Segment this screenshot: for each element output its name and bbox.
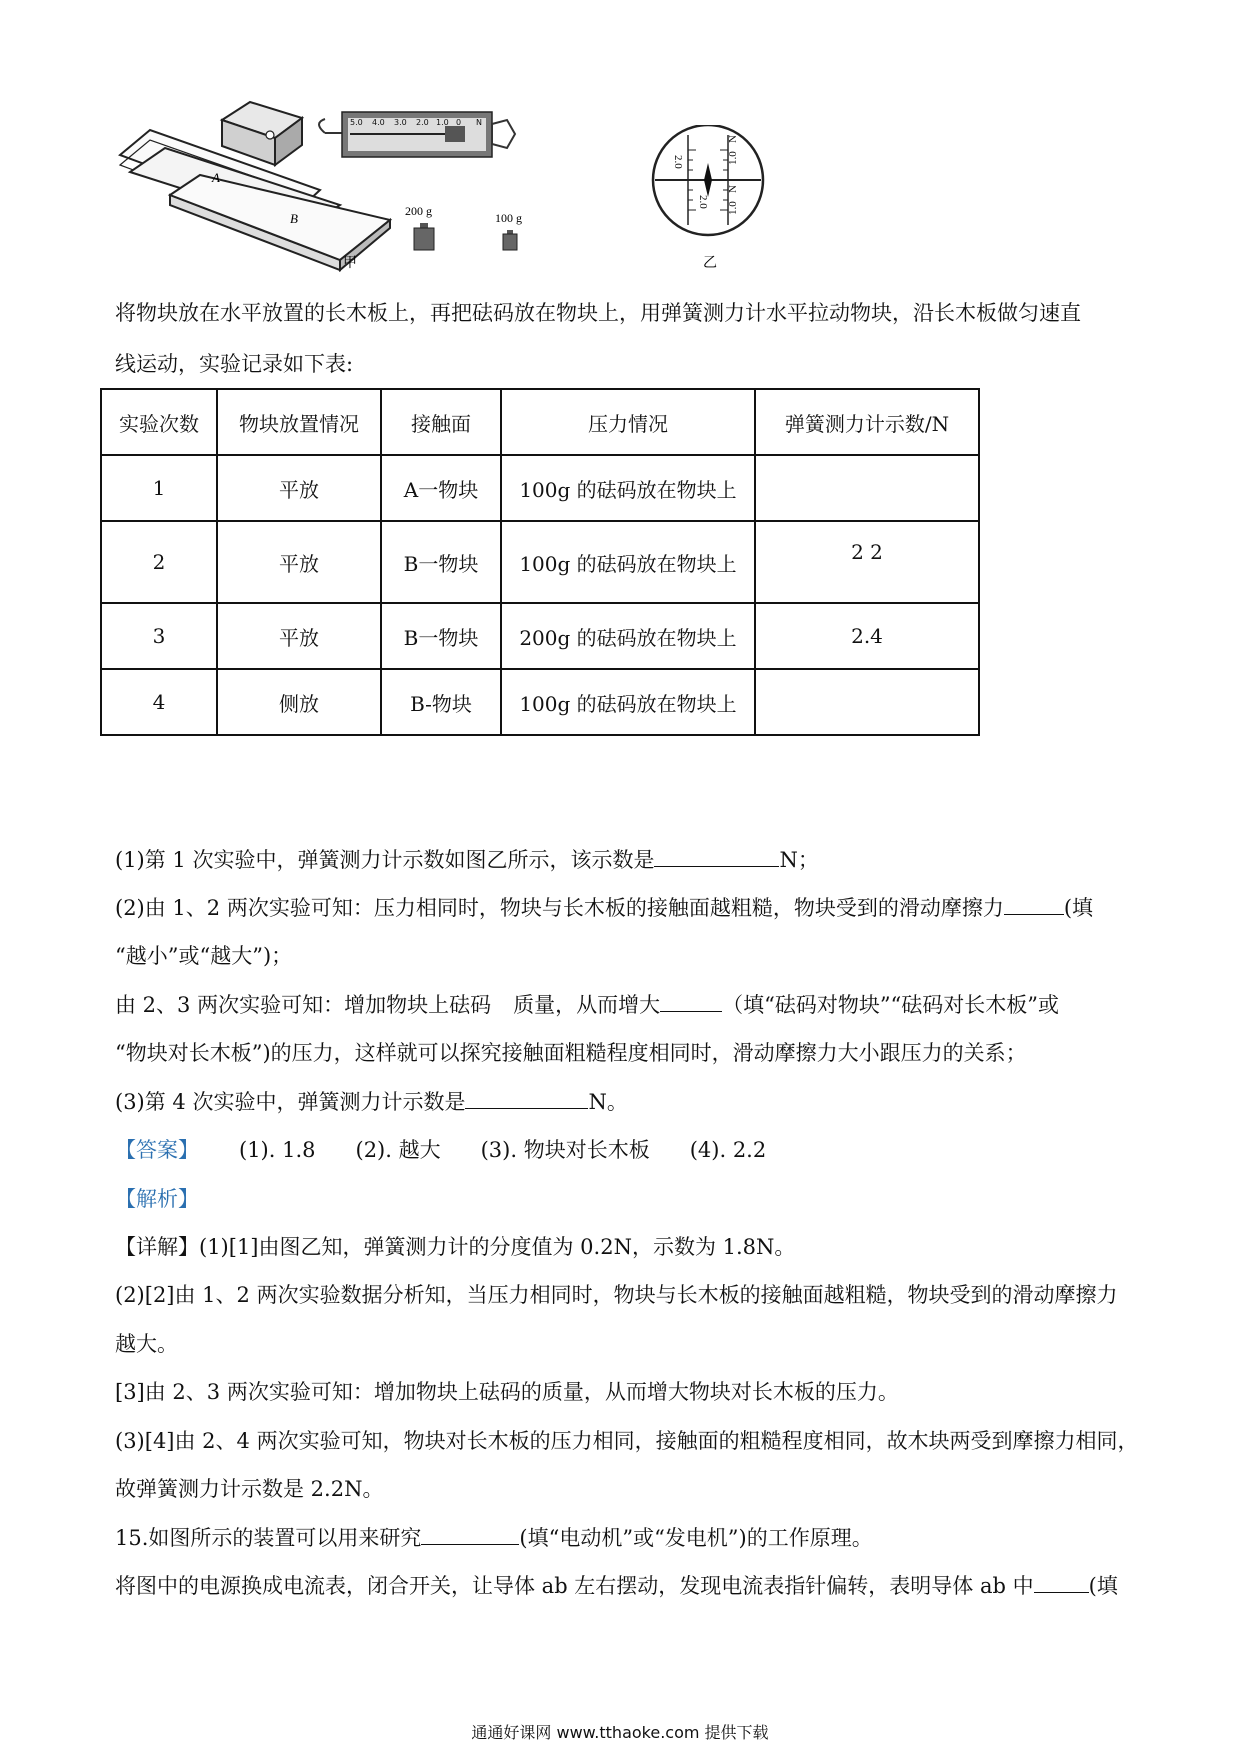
answer-label: 【答案】	[115, 1138, 199, 1162]
table-cell: 200g 的砝码放在物块上	[501, 603, 755, 669]
analysis-label: 【解析】	[115, 1187, 199, 1211]
dial-figure	[640, 125, 800, 275]
answer-blank[interactable]	[421, 1524, 519, 1545]
table-row	[101, 603, 979, 669]
table-header: 弹簧测力计示数/N	[755, 389, 979, 455]
question-text: (2)由 1、2 两次实验可知：压力相同时，物块与长木板的接触面越粗糙，物块受到的滑动摩擦力	[115, 896, 1004, 920]
table-cell: 1	[101, 455, 217, 521]
question-2b-continued: “物块对长木板”)的压力，这样就可以探究接触面粗糙程度相同时，滑动摩擦力大小跟压力的关系；	[115, 1041, 1027, 1065]
dial-label: 2.0	[672, 155, 684, 169]
page-footer: 通通好课网 www.tthaoke.com 提供下载	[471, 1723, 769, 1742]
question-1	[115, 845, 819, 875]
answer-item: (2). 越大	[355, 1138, 441, 1162]
table-cell	[755, 669, 979, 735]
table-cell: 100g 的砝码放在物块上	[501, 669, 755, 735]
question-text: 将图中的电源换成电流表，闭合开关，让导体 ab 左右摆动，发现电流表指针偏转，表明导体 ab 中	[115, 1574, 1034, 1598]
intro-line: 将物块放在水平放置的长木板上，再把砝码放在物块上，用弹簧测力计水平拉动物块，沿长木板做匀速直	[115, 301, 1081, 325]
question-15-continued	[115, 1571, 1118, 1601]
analysis-detail-2-continued: 越大。	[115, 1332, 178, 1356]
question-text: (填	[1063, 896, 1094, 920]
table-cell: B一物块	[381, 603, 501, 669]
table-cell: 3	[101, 603, 217, 669]
question-text: 质量，从而增大	[513, 993, 661, 1017]
figure-caption-yi: 乙	[703, 255, 717, 271]
scale-number: 2.0	[416, 118, 429, 127]
table-cell: A一物块	[381, 455, 501, 521]
apparatus-figure	[110, 100, 610, 275]
mass-100-icon	[503, 230, 517, 250]
question-text: 15.如图所示的装置可以用来研究	[115, 1526, 422, 1550]
question-3	[115, 1087, 628, 1117]
scale-number: 5.0	[350, 118, 363, 127]
table-row	[101, 521, 979, 603]
table-cell: 2	[101, 521, 217, 603]
answer-blank[interactable]	[465, 1088, 588, 1109]
analysis-detail-3: [3]由 2、3 两次实验可知：增加物块上砝码的质量，从而增大物块对长木板的压力。	[115, 1380, 899, 1404]
dial-unit: N	[727, 185, 739, 193]
board-a-label: A	[212, 170, 220, 185]
intro-line: 线运动，实验记录如下表:	[115, 352, 354, 376]
analysis-detail-4-continued: 故弹簧测力计示数是 2.2N。	[115, 1477, 384, 1501]
dial-label: 2.0	[697, 195, 709, 209]
table-cell: 4	[101, 669, 217, 735]
question-text: (3)第 4 次实验中，弹簧测力计示数是	[115, 1090, 466, 1114]
analysis-detail-4: (3)[4]由 2、4 两次实验可知，物块对长木板的压力相同，接触面的粗糙程度相同，故木块两受到摩擦力相同，	[115, 1429, 1139, 1453]
table-cell: 平放	[217, 521, 381, 603]
table-row	[101, 455, 979, 521]
table-header: 压力情况	[501, 389, 755, 455]
figure-caption-jia: 甲	[343, 255, 357, 271]
question-text: N；	[779, 848, 819, 872]
table-cell: 2 2	[755, 521, 979, 603]
question-text: N。	[588, 1090, 628, 1114]
board-b-label: B	[290, 211, 298, 226]
answer-blank[interactable]	[1004, 894, 1064, 915]
table-cell: B-物块	[381, 669, 501, 735]
answer-item: (1). 1.8	[239, 1138, 316, 1162]
table-cell: 平放	[217, 603, 381, 669]
question-2	[115, 893, 1093, 923]
scale-number: 4.0	[372, 118, 385, 127]
table-cell: 平放	[217, 455, 381, 521]
table-header: 接触面	[381, 389, 501, 455]
table-cell: 侧放	[217, 669, 381, 735]
table-cell: 2.4	[755, 603, 979, 669]
mass-200-icon	[414, 223, 434, 250]
scale-number: 1.0	[436, 118, 449, 127]
question-15	[115, 1523, 873, 1553]
mass-100-label: 100 g	[495, 211, 522, 225]
answer-line	[115, 1135, 766, 1165]
scale-number: 0	[456, 118, 462, 127]
answer-item: (4). 2.2	[689, 1138, 767, 1162]
table-cell: B一物块	[381, 521, 501, 603]
answer-blank[interactable]	[654, 846, 779, 867]
table-row	[101, 669, 979, 735]
table-header: 物块放置情况	[217, 389, 381, 455]
table-cell	[755, 455, 979, 521]
question-text: (1)第 1 次实验中，弹簧测力计示数如图乙所示，该示数是	[115, 848, 655, 872]
table-cell: 100g 的砝码放在物块上	[501, 455, 755, 521]
dial-label: 1.0	[727, 201, 739, 215]
answer-blank[interactable]	[1034, 1572, 1089, 1593]
question-text: (填“电动机”或“发电机”)的工作原理。	[519, 1526, 873, 1550]
mass-200-label: 200 g	[405, 204, 432, 218]
scale-number: 3.0	[394, 118, 407, 127]
wood-block	[222, 102, 302, 165]
table-cell: 100g 的砝码放在物块上	[501, 521, 755, 603]
dial-unit: N	[727, 135, 739, 143]
question-text: (填	[1088, 1574, 1118, 1598]
question-2b	[115, 990, 1059, 1020]
question-2-continued: “越小”或“越大”)；	[115, 944, 293, 968]
detail-label: 【详解】	[115, 1235, 199, 1259]
answer-item: (3). 物块对长木板	[480, 1138, 650, 1162]
answer-blank[interactable]	[660, 991, 722, 1012]
table-header: 实验次数	[101, 389, 217, 455]
scale-unit: N	[476, 118, 482, 127]
question-text: 由 2、3 两次实验可知：增加物块上砝码	[115, 993, 492, 1017]
table-header-row	[101, 389, 979, 455]
experiment-table	[100, 388, 980, 736]
analysis-detail-1	[115, 1232, 795, 1262]
detail-text: (1)[1]由图乙知，弹簧测力计的分度值为 0.2N，示数为 1.8N。	[199, 1235, 796, 1259]
question-text: （填“砝码对物块”“砝码对长木板”或	[722, 993, 1060, 1017]
dial-label: 1.0	[727, 151, 739, 165]
analysis-detail-2: (2)[2]由 1、2 两次实验数据分析知，当压力相同时，物块与长木板的接触面越粗糙，物块受到的滑动摩擦力	[115, 1283, 1118, 1307]
